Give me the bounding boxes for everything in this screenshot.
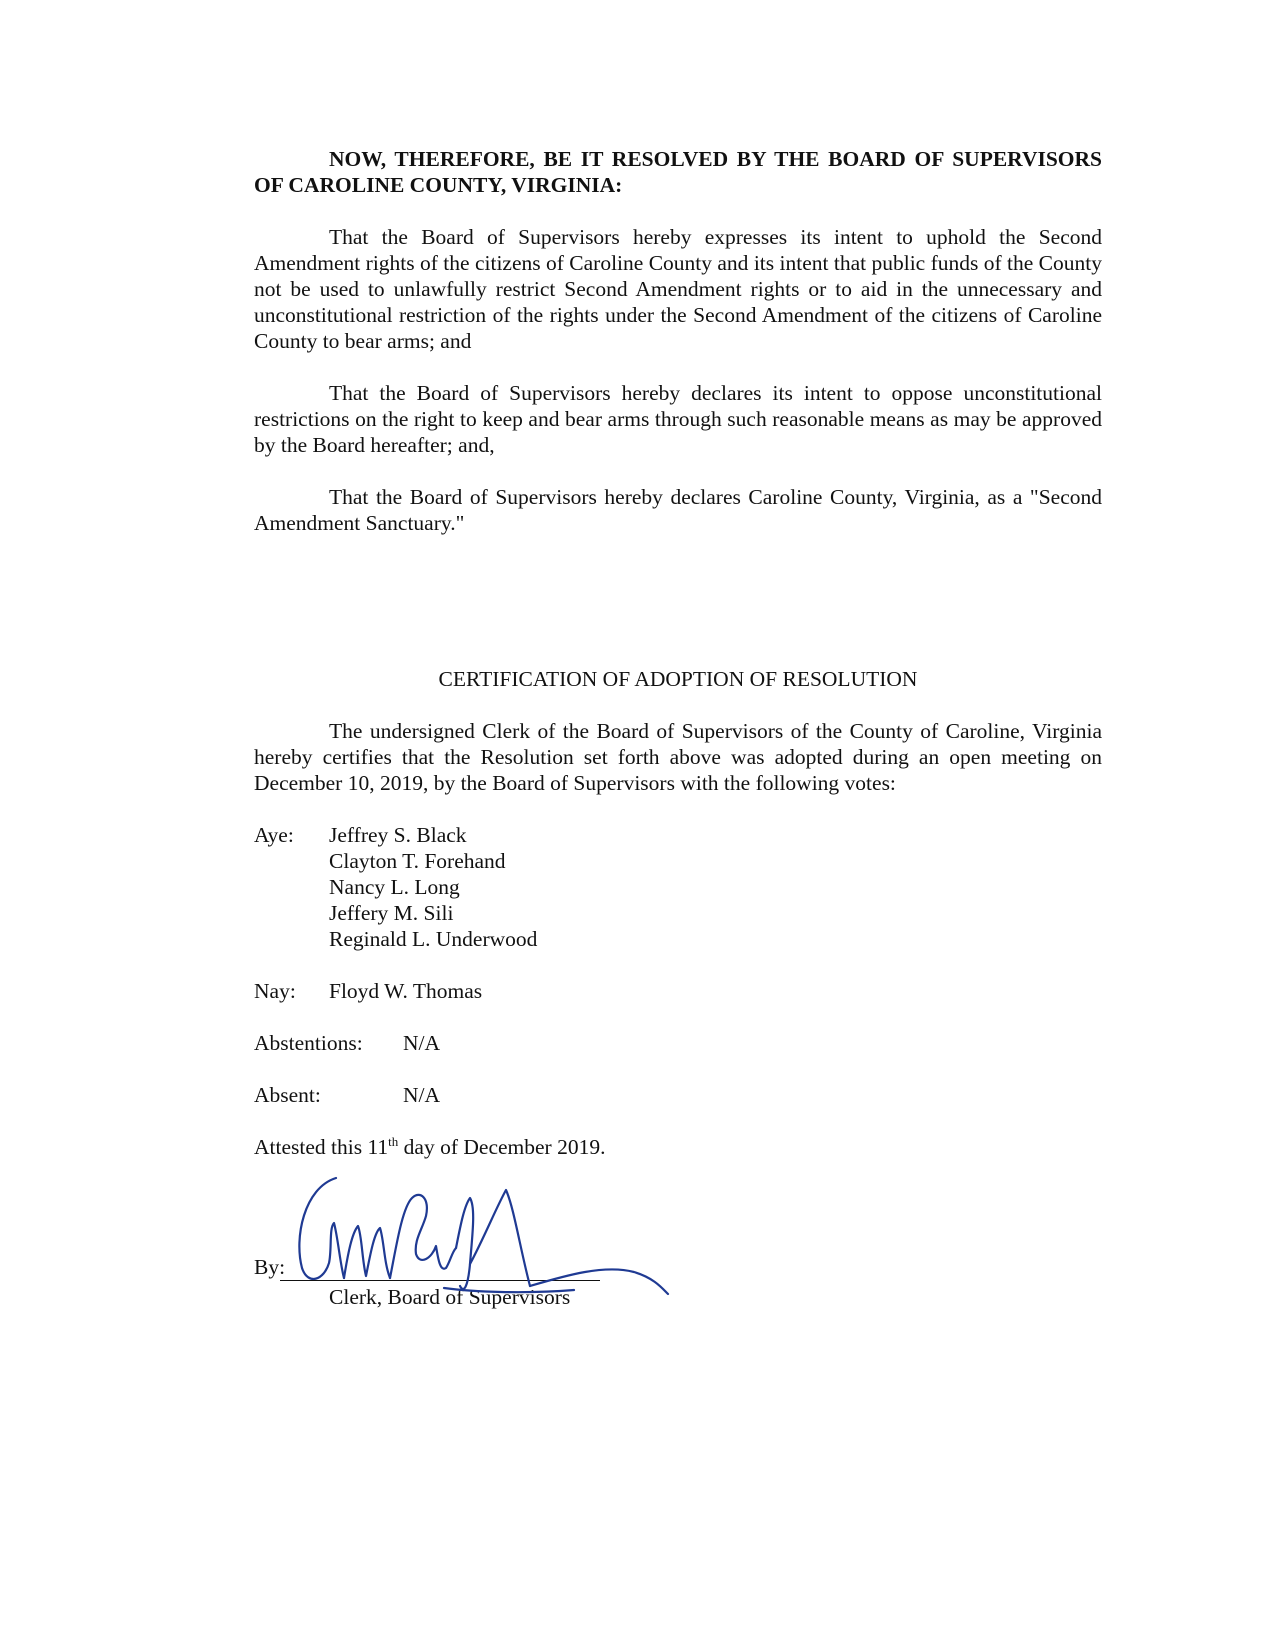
- signature-stroke: [456, 1198, 473, 1289]
- aye-name: Nancy L. Long: [329, 875, 460, 899]
- vote-record: [254, 822, 1102, 1108]
- aye-name: Clayton T. Forehand: [329, 849, 506, 873]
- aye-name: Reginald L. Underwood: [329, 927, 538, 951]
- signature-stroke: [390, 1194, 456, 1277]
- signature-stroke: [470, 1190, 530, 1286]
- attest-prefix: Attested this 11: [254, 1135, 389, 1159]
- attest-rest: day of December 2019.: [398, 1135, 606, 1159]
- absent-value: N/A: [403, 1083, 441, 1107]
- absent-row: [254, 1082, 1102, 1108]
- signature-stroke: [530, 1269, 668, 1294]
- resolution-heading: NOW, THEREFORE, BE IT RESOLVED BY THE BOARD OF SUPERVISORS OF CAROLINE COUNTY, VIRGINIA:: [254, 147, 1102, 197]
- certification-title: CERTIFICATION OF ADOPTION OF RESOLUTION: [438, 667, 918, 691]
- resolution-paragraph-3: That the Board of Supervisors hereby declares Caroline County, Virginia, as a "Second Amendment Sanctuary.": [254, 485, 1102, 535]
- signature-stroke: [299, 1178, 344, 1279]
- nay-name: Floyd W. Thomas: [329, 979, 483, 1003]
- absent-label: Absent:: [254, 1083, 321, 1107]
- abstentions-label: Abstentions:: [254, 1031, 363, 1055]
- signature-stroke: [344, 1226, 390, 1278]
- attest-ordinal-suffix: th: [388, 1133, 399, 1149]
- certification-text: The undersigned Clerk of the Board of Supervisors of the County of Caroline, Virginia hereby certifies that the Resolution set forth above was adopted during an open meeting on December 10, 2019, by the Board of Supervisors with the following votes:: [254, 719, 1102, 795]
- resolution-paragraph-2: That the Board of Supervisors hereby declares its intent to oppose unconstitutional restrictions on the right to keep and bear arms through such reasonable means as may be approved by the Board hereafter; and,: [254, 381, 1102, 457]
- signature-strokes: [299, 1178, 668, 1294]
- clerk-title: Clerk, Board of Supervisors: [329, 1284, 571, 1309]
- nay-votes: [254, 978, 1102, 1004]
- attestation-line: [254, 1134, 1102, 1160]
- aye-votes: [254, 822, 1102, 952]
- nay-label: Nay:: [254, 979, 296, 1003]
- resolution-paragraph-1: That the Board of Supervisors hereby expresses its intent to uphold the Second Amendment rights of the citizens of Caroline County and its intent that public funds of the County not be used to unlawfully restrict Second Amendment rights or to aid in the unnecessary and unconstitutional restriction of the rights under the Second Amendment of the citizens of Caroline County to bear arms; and: [254, 225, 1102, 353]
- document-content: [254, 146, 1102, 1312]
- aye-names: [329, 822, 537, 952]
- by-label: By:: [254, 1254, 286, 1279]
- signature-block: [254, 1182, 1102, 1312]
- handwritten-signature: [274, 1168, 674, 1318]
- abstentions-value: N/A: [403, 1031, 441, 1055]
- aye-name: Jeffrey S. Black: [329, 823, 467, 847]
- abstentions-row: [254, 1030, 1102, 1056]
- aye-name: Jeffery M. Sili: [329, 901, 454, 925]
- aye-label: Aye:: [254, 823, 294, 847]
